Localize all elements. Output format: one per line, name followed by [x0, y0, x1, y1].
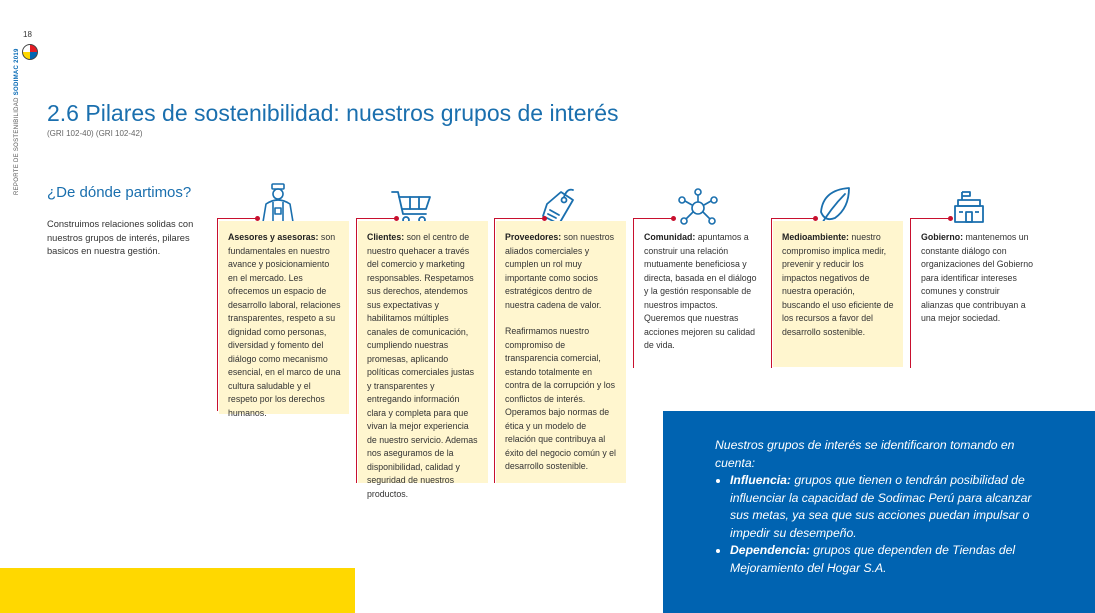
group-card-text: Gobierno: mantenemos un constante diálogo con organizaciones del Gobierno para identificar intereses comunes y construir alianzas que contribuyan a una mejor sociedad.	[921, 232, 1033, 323]
criteria-item: • Influencia: grupos que tienen o tendrán posibilidad de influenciar la capacidad de Sodimac Perú para alcanzar sus metas, ya sea que sus acciones puedan impulsar o impedir su desempeño.	[730, 472, 1045, 542]
criteria-box	[663, 411, 1095, 613]
group-card-gobierno	[912, 221, 1042, 367]
group-card-text: Comunidad: apuntamos a construir una relación mutuamente beneficiosa y directa, basada en el diálogo y la gestión responsable de nuestros impactos. Queremos que nuestras acciones mejoren su calidad de vida.	[644, 232, 757, 350]
page-number: 18	[23, 30, 32, 39]
criteria-term: Dependencia:	[730, 543, 810, 557]
group-card-label: Proveedores:	[505, 232, 562, 242]
card-connector-top	[356, 218, 396, 219]
group-card-clientes	[358, 221, 488, 499]
card-connector-line	[771, 218, 772, 368]
criteria-item: • Dependencia: grupos que dependen de Tiendas del Mejoramiento del Hogar S.A.	[730, 542, 1045, 577]
group-card-medioambiente	[773, 221, 903, 367]
group-card-label: Comunidad:	[644, 232, 696, 242]
group-card-text: Medioambiente: nuestro compromiso implica medir, prevenir y reducir los impactos negativos de nuestra operación, buscando el uso eficiente de los recursos a favor del desarrollo sostenible.	[782, 232, 894, 337]
yellow-band	[0, 568, 355, 613]
group-card-label: Gobierno:	[921, 232, 964, 242]
card-connector-line	[494, 218, 495, 483]
card-connector-line	[217, 218, 218, 411]
criteria-term: Influencia:	[730, 473, 791, 487]
side-label-prefix: REPORTE DE SOSTENIBILIDAD	[14, 97, 20, 195]
criteria-list	[715, 472, 1045, 577]
card-connector-top	[217, 218, 257, 219]
side-label	[14, 48, 20, 195]
group-card-text: Reafirmamos nuestro compromiso de transparencia comercial, estando totalmente en contra de la corrupción y los conflictos de interés. Operamos bajo normas de ética y un modelo de relación que contribuya al éxito del negocio común y el desarrollo sostenible.	[505, 326, 617, 471]
gri-reference: (GRI 102-40) (GRI 102-42)	[47, 129, 143, 138]
card-connector-line	[910, 218, 911, 368]
group-card-text: Asesores y asesoras: son fundamentales en nuestro avance y posicionamiento en el mercado. Les ofrecemos un espacio de desarrollo laboral, relaciones transparentes, respeto a su dignidad como personas, diversidad y fomento del diálogo como mecanismo esencial, en el marco de una cultura saludable y el respeto por los derechos humanos.	[228, 232, 341, 418]
group-card-label: Clientes:	[367, 232, 405, 242]
card-connector-line	[356, 218, 357, 483]
card-connector-line	[633, 218, 634, 368]
group-card-label: Asesores y asesoras:	[228, 232, 319, 242]
criteria-lead: Nuestros grupos de interés se identificaron tomando en cuenta:	[715, 438, 1015, 470]
sodimac-logo-icon	[22, 44, 38, 60]
group-card-text: Clientes: son el centro de nuestro quehacer a través del comercio y marketing responsables. Respetamos sus derechos, atendemos sus expectativas y habilitamos múltiples canales de comunicación, cumpliendo nuestras promesas, aplicando políticas comerciales justas y transparentes y entregando información clara y completa para que vivan la mejor experiencia de nuestro servicio. Ademas nos aseguramos de la disponibilidad, calidad y seguridad de nuestros productos.	[367, 232, 478, 499]
group-card-comunidad	[635, 221, 765, 367]
card-connector-top	[494, 218, 544, 219]
group-card-asesores	[219, 221, 349, 418]
card-connector-top	[633, 218, 673, 219]
card-connector-top	[771, 218, 815, 219]
group-card-text: Proveedores: son nuestros aliados comerciales y cumplen un rol muy importante como socios estratégicos dentro de nuestra cadena de valor.	[505, 232, 615, 310]
section-heading: ¿De dónde partimos?	[47, 184, 192, 201]
side-label-brand: SODIMAC 2019	[14, 48, 20, 96]
card-connector-top	[910, 218, 950, 219]
page-title: 2.6 Pilares de sostenibilidad: nuestros grupos de interés	[47, 100, 619, 126]
group-card-proveedores	[496, 221, 626, 483]
intro-text: Construimos relaciones solidas con nuestros grupos de interés, pilares basicos en nuestra gestión.	[47, 219, 194, 256]
group-card-label: Medioambiente:	[782, 232, 849, 242]
